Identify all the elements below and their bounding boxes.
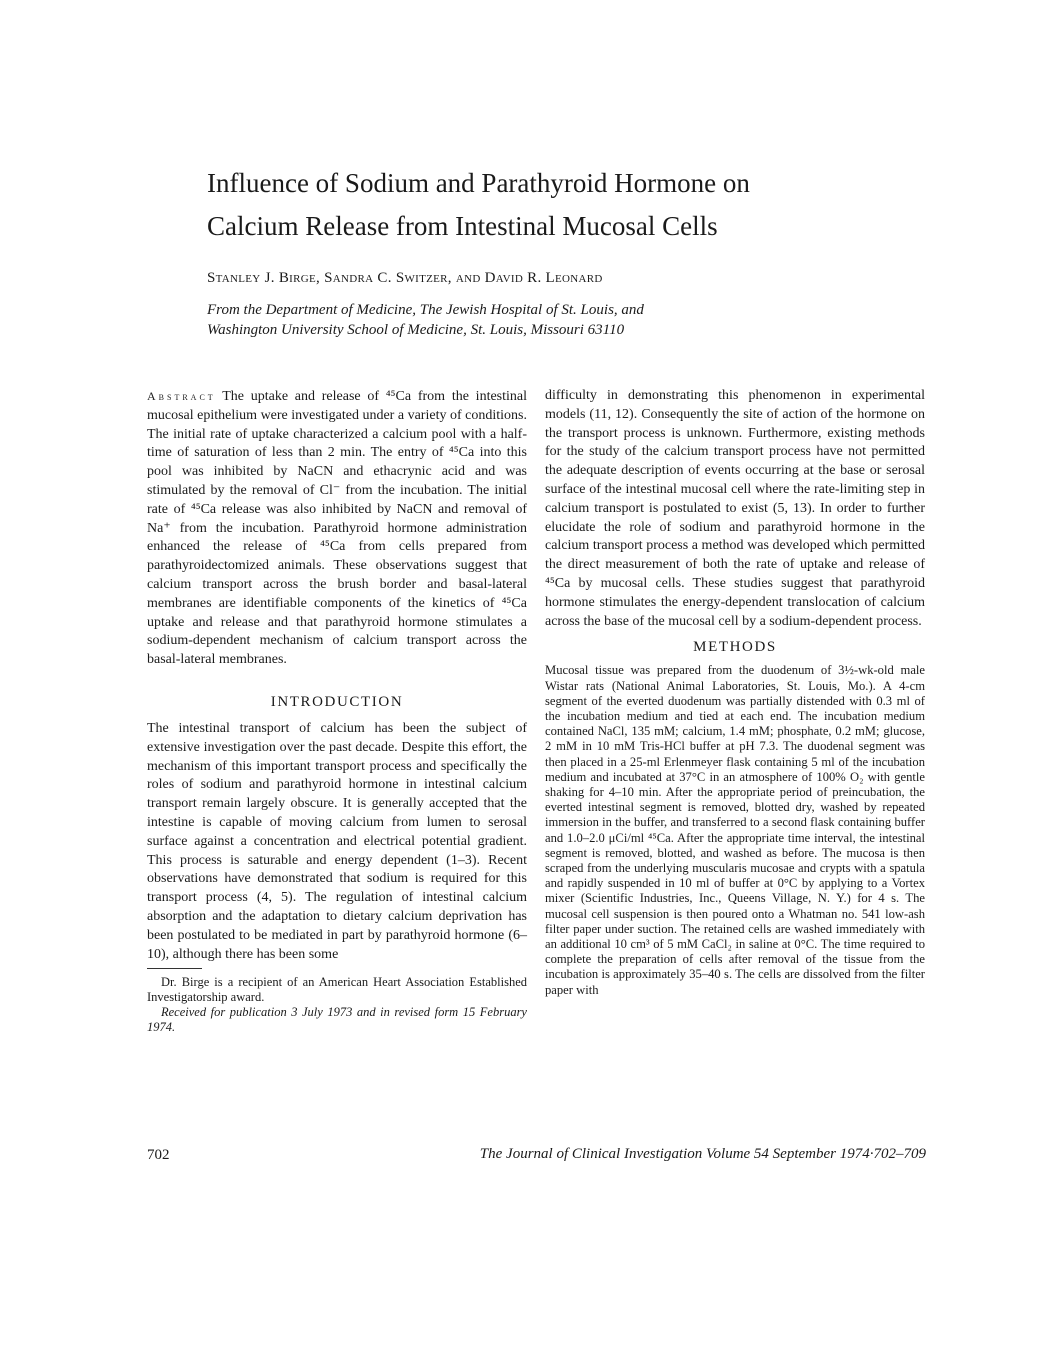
affiliation-line-1: From the Department of Medicine, The Jewish Hospital of St. Louis, and <box>207 302 644 318</box>
introduction-heading: INTRODUCTION <box>270 693 404 710</box>
abstract-text: The uptake and release of ⁴⁵Ca from the intestinal mucosal epithelium were investigated under a variety of conditions. The initial rate of uptake characterized a calcium pool with a half-time of saturation of less than 2 min. The entry of ⁴⁵Ca into this pool was inhibited by NaCN and ethacrynic acid and was stimulated by the removal of Cl⁻ from the incubation. The initial rate of ⁴⁵Ca release was also inhibited by NaCN and removal of Na⁺ from the incubation. Parathyroid hormone administration enhanced the release of ⁴⁵Ca from cells prepared from parathyroidectomized animals. These observations suggest that calcium transport across the brush border and basal-lateral membranes are identifiable components of the kinetics of ⁴⁵Ca uptake and release and that parathyroid hormone stimulates a sodium-dependent mechanism of calcium transport across the basal-lateral membranes. <box>147 389 528 668</box>
footnote-divider <box>147 968 202 969</box>
title-line-2: Calcium Release from Intestinal Mucosal Cells <box>207 211 718 241</box>
footnote-award: Dr. Birge is a recipient of an American Heart Association Established Investigatorship award. <box>147 975 527 1005</box>
article-title <box>207 162 847 248</box>
page-number: 702 <box>147 1147 170 1163</box>
author-list: Stanley J. Birge, Sandra C. Switzer, and David R. Leonard <box>207 270 603 286</box>
journal-citation: The Journal of Clinical Investigation Volume 54 September 1974·702–709 <box>479 1146 926 1162</box>
introduction-continued: difficulty in demonstrating this phenomenon in experimental models (11, 12). Consequently the site of action of the hormone on the transport process is unknown. Furthermore, existing methods for the study of the calcium transport process have not permitted the adequate description of events occurring at the base or serosal surface of the intestinal mucosal cell where the rate-limiting step in calcium transport is postulated to exist (5, 13). In order to further elucidate the role of sodium and parathyroid hormone in the calcium transport process a method was developed which permitted the direct measurement of both the rate of uptake and release of ⁴⁵Ca by mucosal cells. These studies suggest that parathyroid hormone stimulates the energy-dependent translocation of calcium across the base of the mucosal cell by a sodium-dependent process. <box>545 388 925 629</box>
introduction-text: The intestinal transport of calcium has been the subject of extensive investigation over the past decade. Despite this effort, the mechanism of this important transport process and specifically the roles of sodium and parathyroid hormone in intestinal calcium transport remain largely obscure. It is generally accepted that the intestine is capable of moving calcium from lumen to serosal surface against a concentration and electrical potential gradient. This process is saturable and energy dependent (1–3). Recent observations have demonstrated that sodium is required for this transport process (4, 5). The regulation of intestinal calcium absorption and the adaptation to dietary calcium deprivation has been postulated to be mediated in part by parathyroid hormone (6–10), although there has been some <box>147 720 527 962</box>
affiliation-line-2: Washington University School of Medicine, St. Louis, Missouri 63110 <box>207 322 625 338</box>
right-column <box>545 387 925 998</box>
left-column <box>147 387 527 1035</box>
methods-heading: METHODS <box>693 639 777 656</box>
title-line-1: Influence of Sodium and Parathyroid Hormone on <box>207 168 750 198</box>
methods-text: Mucosal tissue was prepared from the duodenum of 3½-wk-old male Wistar rats (National Animal Laboratories, St. Louis, Mo.). A 4-cm segment of the everted duodenum was partially distended with 0.3 ml of the incubation medium and tied at each end. The incubation medium contained NaCl, 135 mM; calcium, 1.4 mM; phosphate, 0.2 mM; glucose, 2 mM in 10 mM Tris-HCl buffer at pH 7.3. The duodenal segment was then placed in a 25-ml Erlenmeyer flask containing 5 ml of the incubation medium and incubated at 37°C in an atmosphere of 100% O₂ with gentle shaking for 4–10 min. After the appropriate period of preincubation, the everted intestinal segment is removed, blotted dry, washed by repeated immersion in the buffer, and transferred to a second flask containing buffer and 1.0–2.0 μCi/ml ⁴⁵Ca. After the appropriate time interval, the intestinal segment is removed, blotted, and washed as before. The mucosa is then scraped from the underlying muscularis mucosae and crypts with a spatula and rapidly suspended in 10 ml of buffer at 0°C by applying to a Vortex mixer (Scientific Industries, Inc., Queens Village, N. Y.) for 4 s. The mucosal cell suspension is then poured onto a Whatman no. 541 low-ash filter paper under suction. The retained cells are washed immediately with an additional 10 cm³ of 5 mM CaCl₂ in saline at 0°C. The time required to complete the preparation of cells after removal of the tissue from the incubation is approximately 35–40 s. The cells are dissolved from the filter paper with <box>545 663 925 997</box>
affiliation <box>207 300 767 340</box>
footnote-received: Received for publication 3 July 1973 and in revised form 15 February 1974. <box>147 1005 527 1035</box>
abstract <box>147 387 527 670</box>
abstract-label: Abstract <box>147 389 216 403</box>
